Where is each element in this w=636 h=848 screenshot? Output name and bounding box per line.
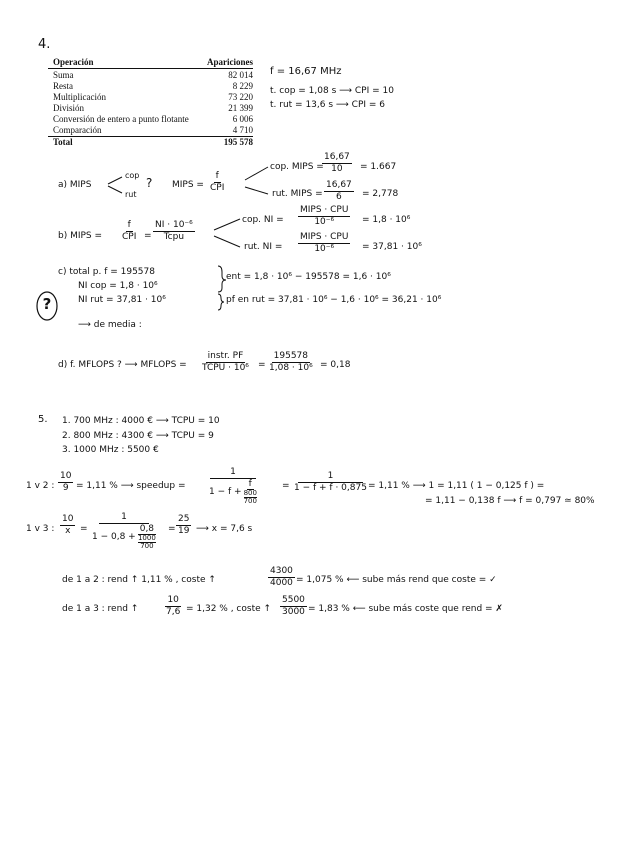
compare-1-3-text-1: de 1 a 3 : rend ↑ [62,604,139,614]
part-a-cop: cop [125,171,140,180]
operations-table [48,57,253,148]
compare-1-3-fraction-1 [164,596,182,617]
part-d-label: d) f. MFLOPS ? ⟶ MFLOPS = [58,360,187,370]
v13-result: ⟶ x = 7,6 s [196,524,253,534]
table-row [48,114,253,125]
total-label: Total [53,137,73,147]
row-value: 82 014 [228,70,253,80]
v13-eq2: = [168,524,176,534]
inner-fraction [138,525,156,550]
table-row [48,70,253,81]
frac-num: 16,67 [324,152,350,162]
table-row [48,81,253,92]
inner-den [244,490,257,505]
header-operation: Operación [53,57,94,67]
part-d-eq: = [258,360,266,370]
part-b-cop-result: = 1,8 · 10⁶ [362,215,411,225]
frac-den: CPI [210,183,225,193]
frac-den: 9 [62,483,69,493]
part-b-label: b) MIPS = [58,231,103,241]
part-c-ent: ent = 1,8 · 10⁶ − 195578 = 1,6 · 10⁶ [226,272,391,282]
v12-result-1: = 1,11 % ⟶ 1 = 1,11 ( 1 − 0,125 f ) = [368,481,545,491]
row-value: 8 229 [232,81,253,91]
compare-1-3-text-2: = 1,32 % , coste ↑ [186,604,272,614]
part-c-line2: NI cop = 1,8 · 10⁶ [78,281,158,291]
frac-den: 6 [336,192,342,202]
frac-num: f [127,220,131,230]
v12-simplified-fraction [292,472,369,493]
v12-speedup-fraction [207,468,259,505]
frac-num: 16,67 [326,180,352,190]
frac-den: 10⁻⁶ [314,217,335,227]
row-label: Conversión de entero a punto flotante [53,114,189,124]
frac-num: NI · 10⁻⁶ [155,220,193,230]
inner-fraction [244,480,257,505]
v13-fraction-1 [60,515,75,536]
given-frequency: f = 16,67 MHz [270,66,342,77]
frac-den: 1,08 · 10⁶ [269,363,313,373]
arrow-to-rut-ni-icon [214,236,240,247]
v12-eq: = [282,481,290,491]
part-a-question: ? [146,176,153,190]
part-a-rut: rut [125,190,137,199]
given-tcop: t. cop = 1,08 s ⟶ CPI = 10 [270,86,394,96]
part-b-rut-fraction [298,233,350,254]
brace-pf-icon [218,294,224,310]
total-value: 195 578 [223,137,253,147]
part-a-cop-result: = 1.667 [360,162,397,172]
given-trut: t. rut = 13,6 s ⟶ CPI = 6 [270,100,386,110]
compare-1-3-text-3: = 1,83 % ⟵ sube más coste que rend = ✗ [308,604,503,614]
part-a-rut-fraction [324,181,354,202]
question-4-number: 4. [38,37,51,52]
q5-option-2: 2. 800 MHz : 4300 € ⟶ TCPU = 9 [62,431,214,441]
table-row [48,125,253,136]
row-label: Multiplicación [53,92,106,102]
frac-den: 3000 [282,607,305,617]
row-value: 6 006 [232,114,253,124]
question-5-number: 5. [38,414,48,425]
part-b-rut-lhs: rut. NI = [244,242,283,252]
part-d-fraction-1 [200,352,251,373]
frac-num: MIPS · CPU [300,205,349,215]
part-a-label: a) MIPS [58,180,92,190]
part-a-rut-lhs: rut. MIPS = [272,189,323,199]
inner-num: f [248,479,252,489]
frac-num: 10 [62,514,74,524]
table-row [48,92,253,103]
frac-den: 19 [178,526,190,536]
frac-den: x [65,526,71,536]
compare-1-2-text-2: = 1,075 % ⟵ sube más rend que coste = ✓ [296,575,497,585]
frac-num: instr. PF [207,351,244,361]
frac-num: 4300 [270,566,293,576]
part-c-question-mark: ? [42,295,52,313]
frac-den [207,479,259,505]
compare-1-2-fraction [268,567,295,588]
q5-option-3: 3. 1000 MHz : 5500 € [62,445,159,455]
arrow-to-rut-icon [108,186,122,193]
inner-den-top: 1000 [137,534,156,542]
part-c-pf: pf en rut = 37,81 · 10⁶ − 1,6 · 10⁶ = 36,21 · 10⁶ [226,295,442,305]
frac-den: TCPU · 10⁶ [202,363,249,373]
frac-den: 10⁻⁶ [314,244,335,254]
row-value: 73 220 [228,92,253,102]
frac-num: f [215,171,219,181]
part-a-mips-lhs: MIPS = [172,180,204,190]
row-value: 21 399 [228,103,253,113]
row-value: 4 710 [232,125,253,135]
frac-den: 4000 [270,578,293,588]
part-a-cop-lhs: cop. MIPS = [270,162,324,172]
v12-label: 1 v 2 : [26,481,55,491]
v13-label: 1 v 3 : [26,524,55,534]
arrow-to-cop-icon [108,177,122,184]
part-a-cop-fraction [322,153,352,174]
inner-den-bot: 700 [140,542,154,550]
row-label: Suma [53,70,74,80]
part-c-line3: NI rut = 37,81 · 10⁶ [78,295,166,305]
part-b-rut-result: = 37,81 · 10⁶ [362,242,422,252]
frac-num: 25 [178,514,190,524]
row-label: Resta [53,81,73,91]
part-b-equals: = [144,231,152,241]
inner-den-bot: 700 [243,497,257,505]
row-label: División [53,103,85,113]
arrow-to-cop-mips-icon [245,167,268,180]
v12-speedup-text: = 1,11 % ⟶ speedup = [76,481,186,491]
brace-ent-icon [218,266,226,292]
frac-num: 10 [60,471,72,481]
row-label: Comparación [53,125,102,135]
table-total-row [48,136,253,148]
frac-den: CPI [122,232,137,242]
frac-num: 1 [99,513,149,524]
inner-num: 0,8 [139,524,155,534]
arrow-to-cop-ni-icon [214,219,240,230]
frac-num: 5500 [282,595,305,605]
frac-den: Tcpu [163,232,185,242]
inner-den-top: 800 [243,489,257,497]
v12-fraction-1 [58,472,73,493]
frac-den: 1 − f + f · 0,875 [294,483,367,493]
compare-1-3-fraction-2 [280,596,307,617]
frac-den: 10 [331,164,343,174]
part-b-cop-lhs: cop. NI = [242,215,284,225]
part-b-cop-fraction [298,206,350,227]
inner-den [138,535,156,550]
frac-num: 1 [210,468,256,479]
part-d-fraction-2 [267,352,315,373]
den-text: 1 − 0,8 + [92,532,136,542]
v13-fraction-2 [176,515,191,536]
den-text: 1 − f + [209,487,242,497]
v13-speedup-fraction [90,513,158,550]
compare-1-2-text-1: de 1 a 2 : rend ↑ 1,11 % , coste ↑ [62,575,216,585]
part-a-rut-result: = 2,778 [362,189,399,199]
arrow-to-rut-mips-icon [245,187,268,194]
part-a-mips-fraction [208,172,226,193]
frac-den [90,524,158,550]
header-apariciones: Apariciones [207,57,253,67]
part-c-line1: c) total p. f = 195578 [58,267,155,277]
v12-result-2: = 1,11 − 0,138 f ⟶ f = 0,797 ≃ 80% [425,496,595,506]
frac-num: 195578 [273,351,309,361]
table-header [48,57,253,69]
part-d-result: = 0,18 [320,360,351,370]
part-b-ni-fraction [153,221,195,242]
frac-num: 10 [167,595,179,605]
frac-den: 7,6 [166,607,181,617]
part-c-media: ⟶ de media : [78,320,142,330]
q5-option-1: 1. 700 MHz : 4000 € ⟶ TCPU = 10 [62,416,220,426]
table-row [48,103,253,114]
frac-num: 1 [298,472,364,483]
frac-num: MIPS · CPU [300,232,349,242]
v13-eq1: = [80,524,88,534]
part-b-f-fraction [120,221,138,242]
